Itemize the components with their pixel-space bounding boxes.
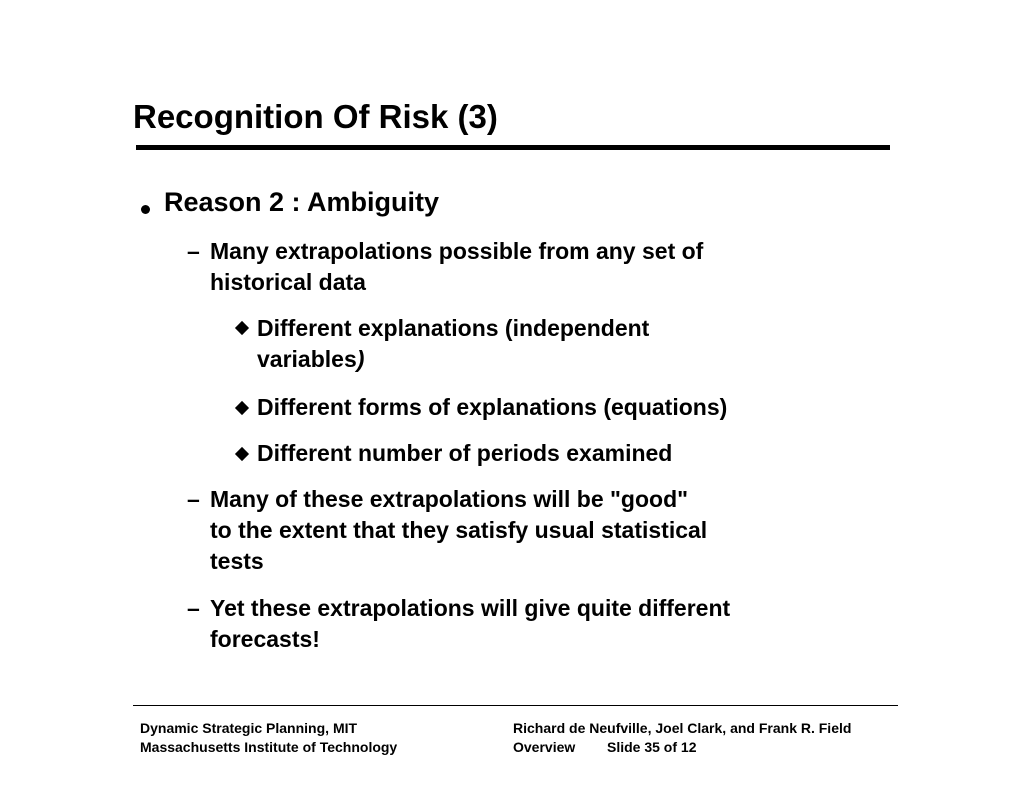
sub-sub-bullet-explanations-line2 — [257, 346, 364, 373]
round-bullet-icon — [141, 205, 150, 214]
sub-bullet-good-line2: to the extent that they satisfy usual statistical — [210, 517, 708, 543]
diamond-bullet-icon — [235, 321, 249, 335]
diamond-bullet-icon — [235, 447, 249, 461]
diamond-bullet-icon — [235, 401, 249, 415]
dash-bullet-icon: – — [187, 238, 200, 264]
sub-sub-bullet-explanations-line1: Different explanations (independent — [257, 315, 650, 341]
sub-bullet-good-line3: tests — [210, 548, 264, 574]
footer-divider — [133, 705, 898, 706]
sub-sub-bullet-periods: Different number of periods examined — [257, 440, 673, 466]
dash-bullet-icon: – — [187, 486, 200, 512]
footer-left-line1: Dynamic Strategic Planning, MIT — [140, 720, 358, 736]
bullet-reason-2: Reason 2 : Ambiguity — [164, 187, 440, 217]
footer-right-line2-section: Overview — [513, 739, 576, 755]
sub-bullet-forecasts-line1: Yet these extrapolations will give quite different — [210, 595, 731, 621]
dash-bullet-icon: – — [187, 595, 200, 621]
closing-paren: ) — [356, 346, 365, 372]
sub-bullet-forecasts-line2: forecasts! — [210, 626, 320, 652]
slide-title: Recognition Of Risk (3) — [133, 98, 498, 135]
footer-left-line2: Massachusetts Institute of Technology — [140, 739, 398, 755]
sub-bullet-extrapolations-line2: historical data — [210, 269, 366, 295]
sub-bullet-extrapolations-line1: Many extrapolations possible from any set of — [210, 238, 704, 264]
sub-bullet-good-line1: Many of these extrapolations will be "good" — [210, 486, 689, 512]
footer-slide-number: Slide 35 of 12 — [607, 739, 697, 755]
sub-sub-bullet-forms: Different forms of explanations (equations) — [257, 394, 728, 420]
variables-text: variables — [257, 346, 357, 372]
footer-right-line1: Richard de Neufville, Joel Clark, and Frank R. Field — [513, 720, 852, 736]
